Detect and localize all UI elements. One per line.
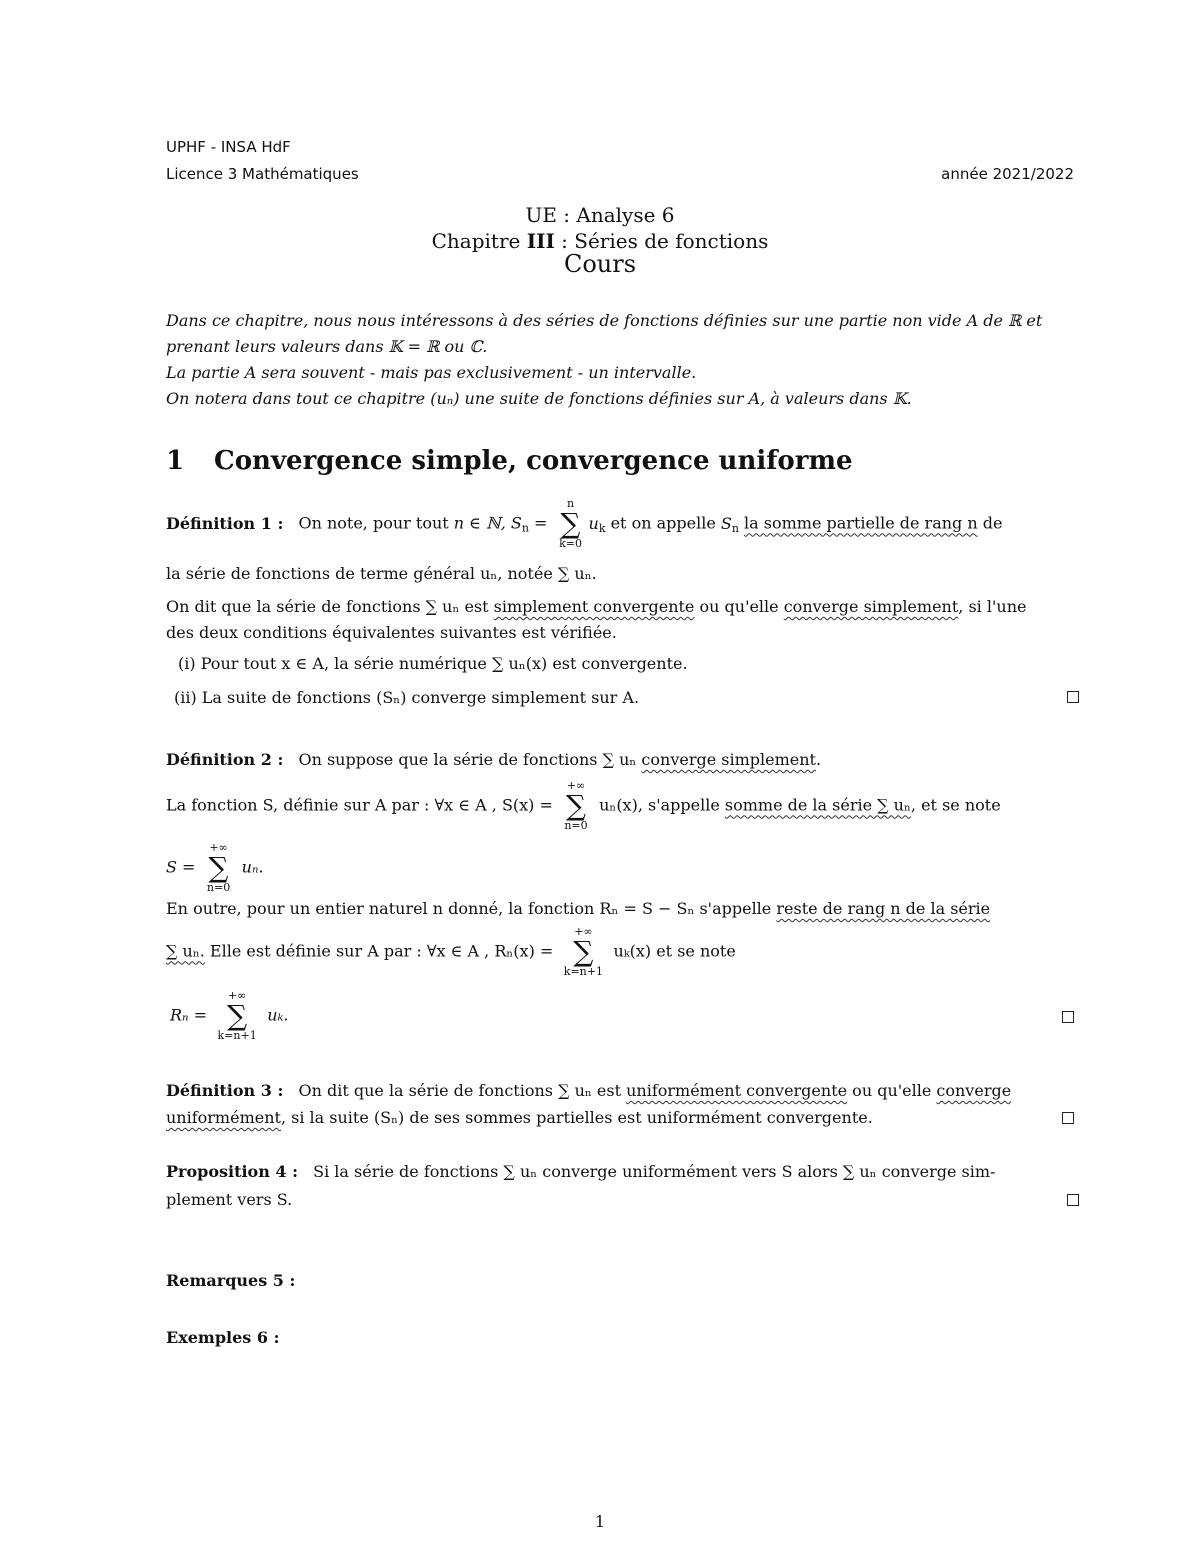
intro-line: prenant leurs valeurs dans 𝕂 = ℝ ou ℂ. xyxy=(166,337,488,356)
def1-math: n ∈ ℕ, S xyxy=(453,513,522,533)
def2-math: Rₙ = xyxy=(170,1005,213,1025)
sum-operator xyxy=(553,498,589,550)
def2-text: uₙ(x), s'appelle xyxy=(594,795,725,815)
def3-term-uniformly: uniformément xyxy=(166,1108,281,1127)
qed-icon xyxy=(1067,691,1079,703)
intro-line: Dans ce chapitre, nous nous intéressons à des séries de fonctions définies sur une partie non vide A de ℝ et xyxy=(166,311,1043,330)
sum-operator xyxy=(558,926,608,978)
def2-text: La fonction S, définie sur A par : ∀x ∈ A , S(x) = xyxy=(166,795,558,815)
def2-term-remainder: reste de rang n de la série xyxy=(776,899,991,918)
def1-line1: Définition 1 : On note, pour tout n ∈ ℕ, $S_n$ = n ∑ k=0 $u_k$ et on appelle $S_n$ la somme partielle de rang n de xyxy=(166,497,1003,550)
def1-term-converge-simply: converge simplement xyxy=(783,597,959,616)
def3-text: On dit que la série de fonctions ∑ uₙ est xyxy=(298,1081,627,1100)
sum-operator xyxy=(212,990,262,1042)
section-title: Convergence simple, convergence uniforme xyxy=(214,446,853,476)
intro-line: On notera dans tout ce chapitre (uₙ) une suite de fonctions définies sur A, à valeurs dans 𝕂. xyxy=(166,389,912,408)
sum-upper: +∞ xyxy=(227,989,247,1002)
sum-upper: +∞ xyxy=(574,925,593,938)
institution: UPHF - INSA HdF xyxy=(166,138,291,156)
sum-sign: ∑ xyxy=(227,999,248,1032)
sum-lower: n=0 xyxy=(206,881,231,894)
def1-line3 xyxy=(166,597,1026,616)
sum-lower: k=n+1 xyxy=(563,965,603,978)
def3-term-converge: converge xyxy=(936,1081,1012,1100)
def1-text: On dit que la série de fonctions ∑ uₙ est xyxy=(166,597,494,616)
def2-text: uₖ(x) et se note xyxy=(608,941,736,961)
sum-upper: n xyxy=(566,497,575,510)
def1-text: ou qu'elle xyxy=(694,597,784,616)
def2-math: uₖ. xyxy=(262,1005,289,1025)
def1-text: On note, pour tout xyxy=(298,513,454,533)
remarks-label-text: Remarques 5 : xyxy=(166,1271,296,1290)
sum-lower: k=0 xyxy=(559,537,582,550)
sum-sign: ∑ xyxy=(573,935,594,968)
def3-line1 xyxy=(166,1081,1011,1100)
sum-lower: n=0 xyxy=(564,819,588,832)
def2-line2 xyxy=(166,780,1001,832)
def1-text: et on appelle xyxy=(605,513,721,533)
qed-icon xyxy=(1067,1194,1079,1206)
section-number: 1 xyxy=(166,446,185,476)
chapter-number: III xyxy=(526,229,555,253)
sum-sign: ∑ xyxy=(208,851,229,884)
chapter-prefix: Chapitre xyxy=(431,229,527,253)
sum-operator xyxy=(201,842,237,894)
def2-line5 xyxy=(166,926,736,978)
document-kind: Cours xyxy=(563,250,637,278)
intro-paragraph xyxy=(166,308,1086,412)
prop4-label: Proposition 4 : xyxy=(166,1162,299,1181)
def3-label: Définition 3 : xyxy=(166,1081,284,1100)
def1-condition-i: (i) Pour tout x ∈ A, la série numérique ∑ uₙ(x) est convergente. xyxy=(178,654,688,673)
def2-text: Elle est définie sur A par : ∀x ∈ A , Rₙ(x) = xyxy=(204,941,559,961)
ue-title: UE : Analyse 6 xyxy=(525,203,675,227)
def1-label: Définition 1 : xyxy=(166,513,284,533)
sum-upper: +∞ xyxy=(209,841,228,854)
def2-label: Définition 2 : xyxy=(166,750,284,769)
sum-sign: ∑ xyxy=(560,507,581,540)
sum-operator xyxy=(558,780,594,832)
program: Licence 3 Mathématiques xyxy=(166,165,359,183)
intro-line: La partie A sera souvent - mais pas exclusivement - un intervalle. xyxy=(166,363,697,382)
def1-text: de xyxy=(977,513,1003,533)
def2-term-series: ∑ uₙ. xyxy=(166,941,205,961)
sum-lower: k=n+1 xyxy=(217,1029,257,1042)
def2-line3 xyxy=(166,842,264,894)
examples-label-text: Exemples 6 : xyxy=(166,1328,280,1347)
def3-line2 xyxy=(166,1108,873,1127)
def2-text: , et se note xyxy=(910,795,1001,815)
def2-text: On suppose que la série de fonctions ∑ uₙ xyxy=(298,750,642,769)
def2-term-converge-simply: converge simplement xyxy=(641,750,816,769)
examples-label xyxy=(166,1328,289,1347)
def3-text: , si la suite (Sₙ) de ses sommes partielles est uniformément convergente. xyxy=(280,1108,873,1127)
prop4-text: Si la série de fonctions ∑ uₙ converge uniformément vers S alors ∑ uₙ converge sim- xyxy=(313,1162,996,1181)
def3-term-uniform-conv: uniformément convergente xyxy=(626,1081,848,1100)
def2-line1 xyxy=(166,750,821,769)
prop4-line1 xyxy=(166,1162,995,1181)
sum-sign: ∑ xyxy=(566,789,586,822)
def1-line4: des deux conditions équivalentes suivantes est vérifiée. xyxy=(166,623,617,642)
def1-line2: la série de fonctions de terme général uₙ, notée ∑ uₙ. xyxy=(166,564,597,583)
def2-term-sum-of-series: somme de la série ∑ uₙ xyxy=(724,795,911,815)
def3-text: ou qu'elle xyxy=(847,1081,937,1100)
def2-math: uₙ. xyxy=(236,857,264,877)
page-number: 1 xyxy=(594,1512,606,1531)
def2-text: En outre, pour un entier naturel n donné, la fonction Rₙ = S − Sₙ s'appelle xyxy=(166,899,777,918)
qed-icon xyxy=(1062,1011,1074,1023)
def2-line6 xyxy=(170,990,288,1042)
def1-condition-ii: (ii) La suite de fonctions (Sₙ) converge simplement sur A. xyxy=(174,688,640,707)
qed-icon xyxy=(1062,1112,1074,1124)
def1-term-simple-conv: simplement convergente xyxy=(493,597,695,616)
def1-term-partial-sum: la somme partielle de rang n xyxy=(744,513,978,533)
remarks-label xyxy=(166,1271,305,1290)
def2-math: S = xyxy=(166,857,201,877)
section-heading xyxy=(166,446,853,476)
def2-text: . xyxy=(815,750,822,769)
academic-year: année 2021/2022 xyxy=(941,165,1074,183)
prop4-line2: plement vers S. xyxy=(166,1190,293,1209)
sum-upper: +∞ xyxy=(566,779,586,792)
def1-text: , si l'une xyxy=(958,597,1027,616)
chapter-suffix: : Séries de fonctions xyxy=(554,229,769,253)
def2-line4 xyxy=(166,899,990,918)
